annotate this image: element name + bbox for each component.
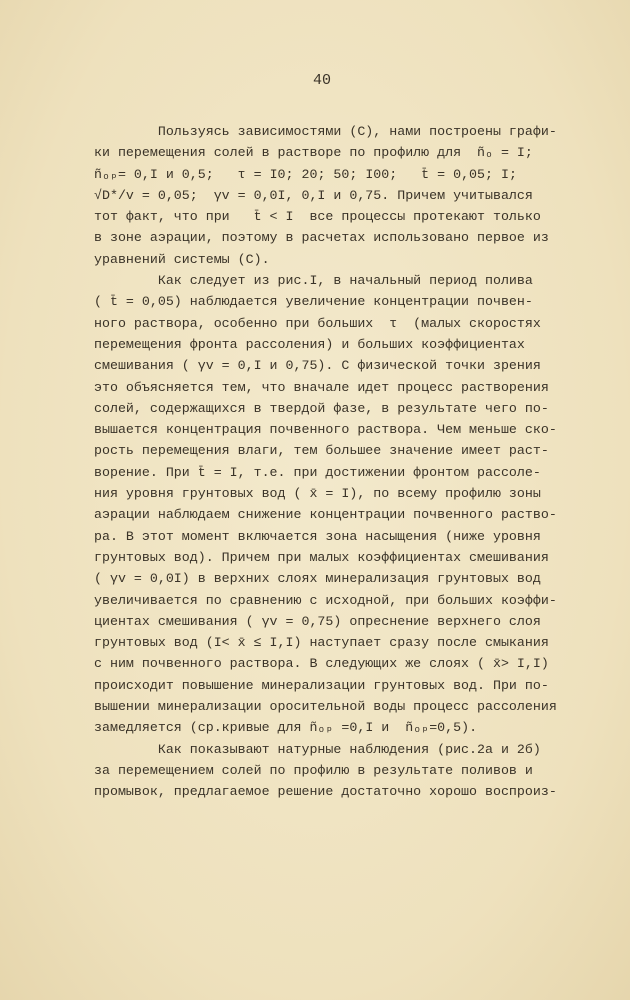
text-line: ( γv = 0,0I) в верхних слоях минерализация грунтовых вод	[94, 571, 541, 587]
text-line: увеличивается по сравнению с исходной, при больших коэффи-	[94, 592, 557, 608]
text-line: в зоне аэрации, поэтому в расчетах использовано первое из	[94, 230, 549, 246]
body-text	[94, 121, 584, 803]
page-number: 40	[313, 72, 332, 89]
text-line: это объясняется тем, что вначале идет процесс растворения	[94, 379, 549, 395]
text-line: за перемещением солей по профилю в результате поливов и	[94, 762, 533, 778]
text-line: промывок, предлагаемое решение достаточно хорошо воспроиз-	[94, 784, 557, 800]
text-line: ворение. При t̄ = I, т.е. при достижении фронтом рассоле-	[94, 464, 541, 480]
text-line: перемещения фронта рассоления) и больших коэффициентах	[94, 336, 525, 352]
text-line: с ним почвенного раствора. В следующих же слоях ( x̄> I,I)	[94, 656, 549, 672]
text-line: аэрации наблюдаем снижение концентрации почвенного раство-	[94, 507, 557, 523]
text-line: замедляется (ср.кривые для ñₒₚ =0,I и ñₒₚ=0,5).	[94, 720, 478, 736]
text-line: вышается концентрация почвенного раствора. Чем меньше ско-	[94, 422, 557, 438]
text-line: тот факт, что при t̄ < I все процессы протекают только	[94, 209, 541, 225]
text-line: √D*/v = 0,05; γv = 0,0I, 0,I и 0,75. Причем учитывался	[94, 187, 533, 203]
text-line: рость перемещения влаги, тем большее значение имеет раст-	[94, 443, 549, 459]
text-line: смешивания ( γv = 0,I и 0,75). С физической точки зрения	[94, 358, 541, 374]
text-line: грунтовых вод). Причем при малых коэффициентах смешивания	[94, 549, 549, 565]
text-line: Как показывают натурные наблюдения (рис.2а и 2б)	[94, 741, 541, 757]
text-line: происходит повышение минерализации грунтовых вод. При по-	[94, 677, 549, 693]
text-line: ра. В этот момент включается зона насыщения (ниже уровня	[94, 528, 541, 544]
text-line: ния уровня грунтовых вод ( x̄ = I), по всему профилю зоны	[94, 486, 541, 502]
text-line: ñₒₚ= 0,I и 0,5; τ = I0; 20; 50; I00; t̄ = 0,05; I;	[94, 166, 517, 182]
text-line: ки перемещения солей в растворе по профилю для ñₒ = I;	[94, 145, 533, 161]
text-line: вышении минерализации оросительной воды процесс рассоления	[94, 699, 557, 715]
text-line: уравнений системы (С).	[94, 251, 270, 267]
text-line: Пользуясь зависимостями (С), нами построены графи-	[94, 124, 557, 139]
text-line: Как следует из рис.I, в начальный период полива	[94, 273, 533, 289]
text-line: ного раствора, особенно при больших τ (малых скоростях	[94, 315, 541, 331]
text-line: ( t̄ = 0,05) наблюдается увеличение концентрации почвен-	[94, 294, 533, 310]
text-line: грунтовых вод (I< x̄ ≤ I,I) наступает сразу после смыкания	[94, 635, 549, 651]
text-line: циентах смешивания ( γv = 0,75) опреснение верхнего слоя	[94, 613, 541, 629]
text-line: солей, содержащихся в твердой фазе, в результате чего по-	[94, 400, 549, 416]
